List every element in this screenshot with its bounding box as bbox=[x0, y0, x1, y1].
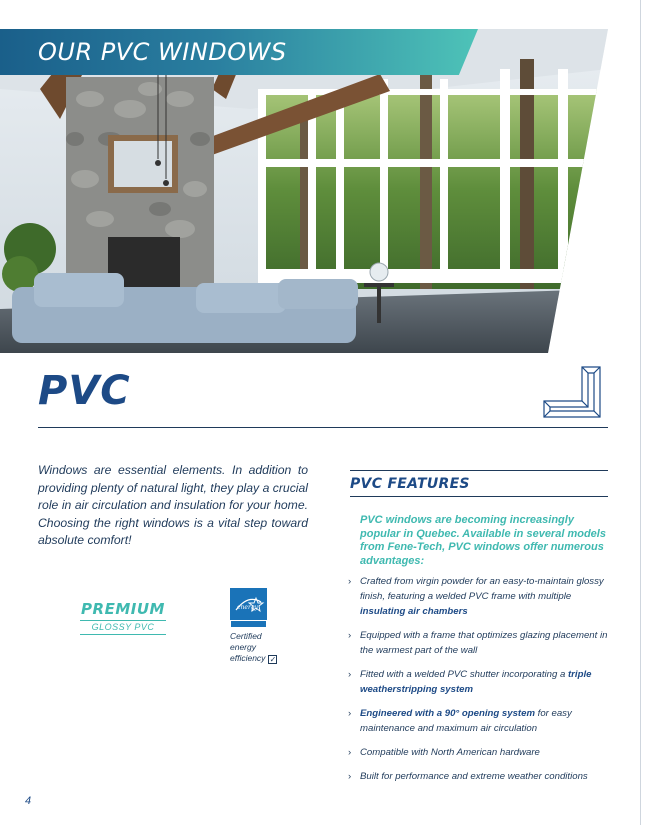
svg-text:energy: energy bbox=[237, 604, 259, 611]
feature-item bbox=[348, 667, 610, 697]
feature-item bbox=[348, 769, 610, 784]
feature-emphasis: Engineered with a 90° opening system bbox=[360, 708, 535, 719]
feature-emphasis: insulating air chambers bbox=[360, 606, 468, 617]
feature-item bbox=[348, 745, 610, 760]
features-title: PVC FEATURES bbox=[350, 476, 470, 492]
energy-caption-line3 bbox=[230, 653, 277, 664]
energy-caption-line1: Certified bbox=[230, 631, 262, 641]
feature-text: Fitted with a welded PVC shutter incorporating a bbox=[360, 669, 568, 680]
feature-text: Compatible with North American hardware bbox=[360, 747, 540, 758]
chevron-right-icon: › bbox=[348, 576, 352, 587]
features-intro: PVC windows are becoming increasingly popular in Quebec. Available in several models from Fene-Tech, PVC windows offer numerous advantages: bbox=[360, 514, 606, 567]
premium-title: PREMIUM bbox=[81, 600, 165, 618]
energy-caption bbox=[230, 631, 277, 664]
hero-photo bbox=[0, 29, 608, 353]
features-rule-bottom bbox=[350, 496, 608, 497]
chevron-right-icon: › bbox=[348, 708, 352, 719]
chevron-right-icon: › bbox=[348, 747, 352, 758]
feature-text: Built for performance and extreme weather conditions bbox=[360, 771, 588, 782]
premium-divider bbox=[80, 620, 166, 621]
heading-divider bbox=[38, 427, 608, 428]
energy-star-icon bbox=[230, 588, 267, 628]
premium-subtitle: GLOSSY PVC bbox=[91, 622, 155, 632]
chevron-right-icon: › bbox=[348, 630, 352, 641]
feature-item bbox=[348, 706, 610, 736]
page-number: 4 bbox=[25, 795, 32, 807]
banner-title: OUR PVC WINDOWS bbox=[38, 38, 287, 66]
window-frame-corner-icon bbox=[542, 365, 608, 428]
feature-item bbox=[348, 574, 610, 619]
features-rule-top bbox=[350, 470, 608, 471]
features-list bbox=[348, 574, 610, 793]
premium-badge bbox=[80, 600, 166, 635]
chevron-right-icon: › bbox=[348, 669, 352, 680]
chevron-right-icon: › bbox=[348, 771, 352, 782]
intro-paragraph: Windows are essential elements. In addition to providing plenty of natural light, they play a crucial role in air circulation and insulation for your home. Choosing the right windows is a vital step toward absolute comfort! bbox=[38, 463, 308, 547]
feature-item bbox=[348, 628, 610, 658]
feature-text: Equipped with a frame that optimizes glazing placement in the warmest part of the wall bbox=[360, 630, 608, 656]
energy-caption-line3-text: efficiency bbox=[230, 653, 266, 663]
feature-emphasis: triple weatherstripping system bbox=[360, 669, 592, 695]
checkbox-icon: ✓ bbox=[269, 655, 277, 664]
premium-divider-bottom bbox=[80, 634, 166, 635]
energy-caption-line2: energy bbox=[230, 642, 256, 652]
feature-text: Crafted from virgin powder for an easy-to-maintain glossy finish, featuring a welded PVC frame with multiple bbox=[360, 576, 604, 602]
page-edge bbox=[640, 0, 641, 825]
page-heading: PVC bbox=[38, 368, 131, 414]
feature-text-after: for easy maintenance and maximum air circulation bbox=[360, 708, 572, 734]
